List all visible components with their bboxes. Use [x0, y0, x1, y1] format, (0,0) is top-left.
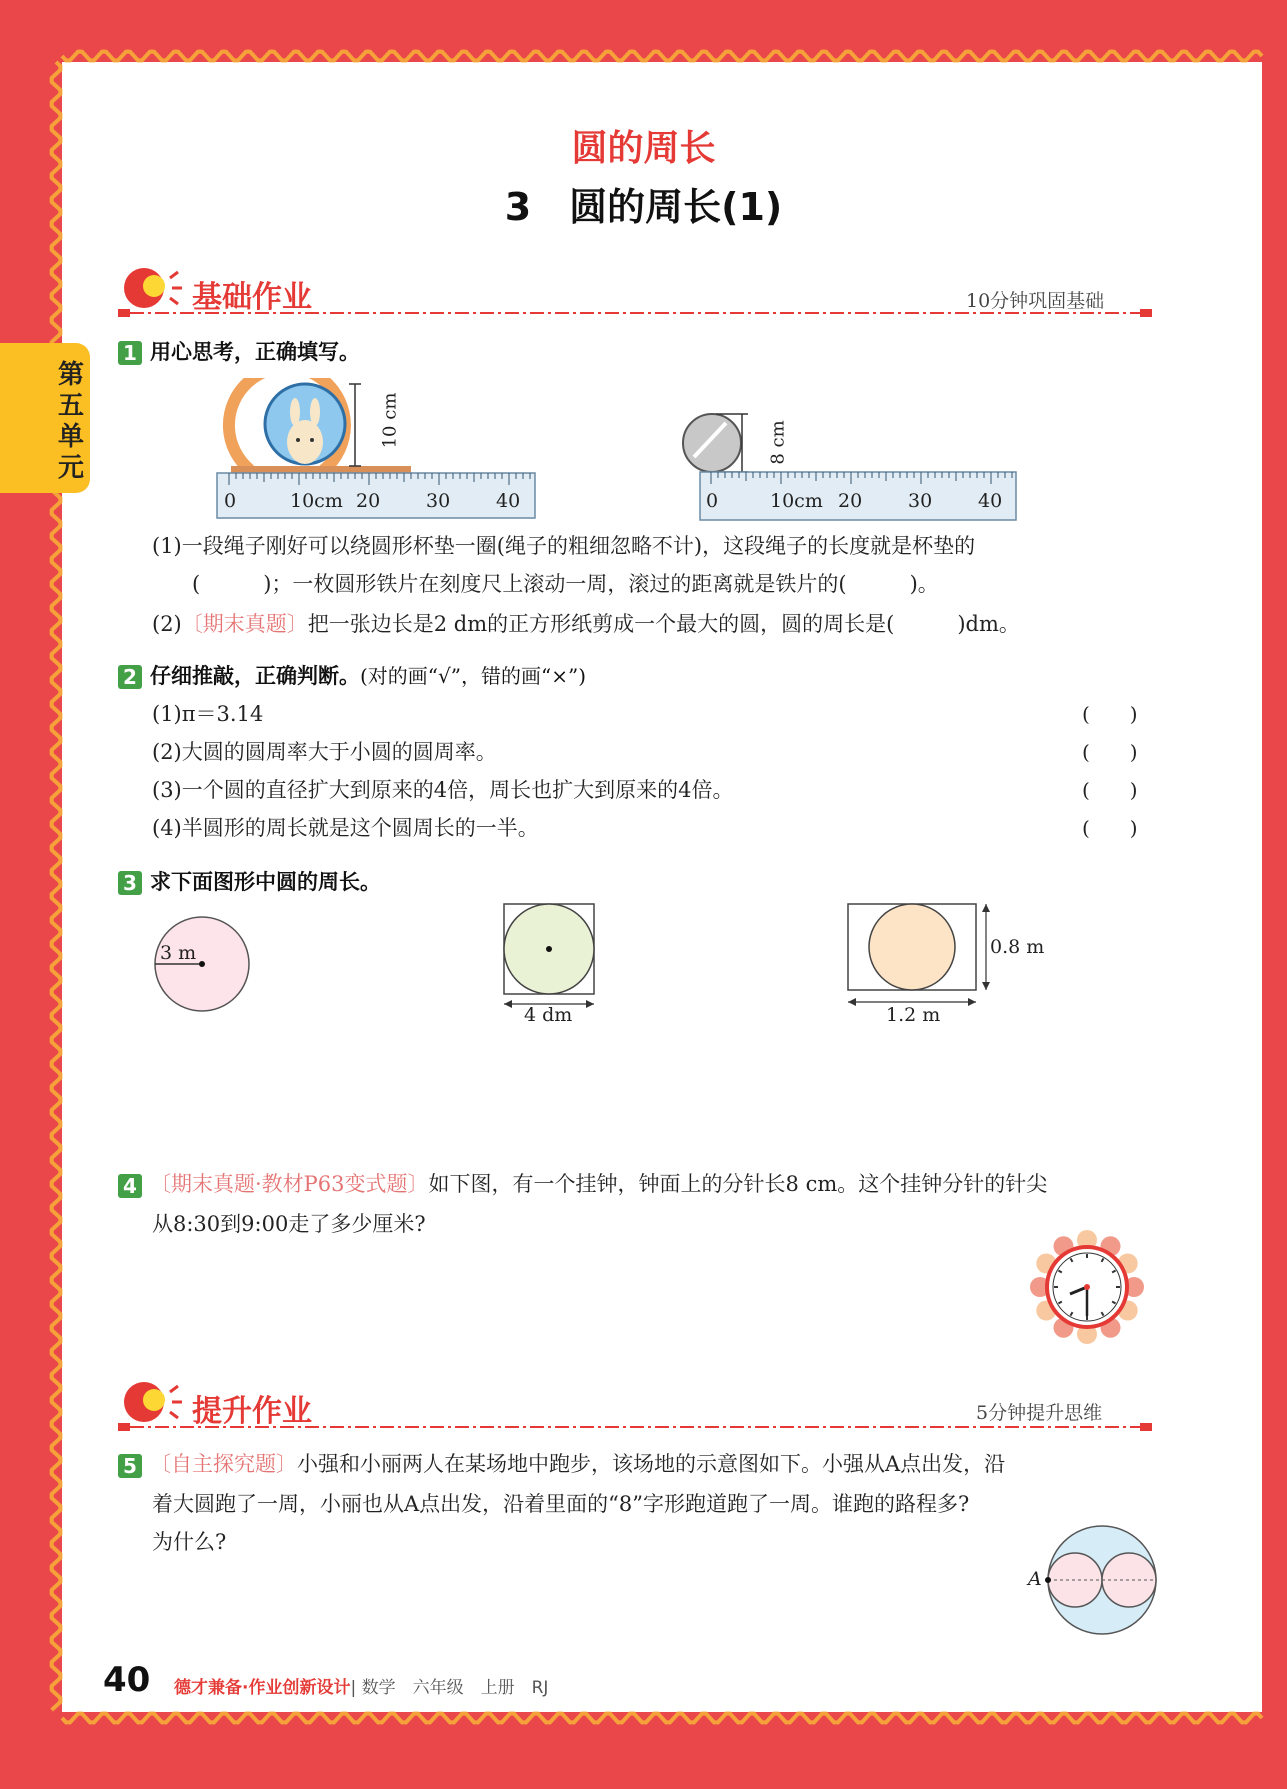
q1-right-tick-10: 10cm: [770, 490, 823, 512]
q1-right-tick-20: 20: [838, 490, 863, 512]
q5-point-a-label: A: [1028, 1568, 1042, 1590]
q1-part2-tag: 〔期末真题〕: [181, 612, 308, 636]
q5-number-badge: 5: [118, 1454, 142, 1478]
q2-answer-3[interactable]: ( ): [1082, 778, 1138, 802]
q1-part1-line2: ( )；一枚圆形铁片在刻度尺上滚动一周，滚过的距离就是铁片的( )。: [192, 572, 939, 596]
section-advanced-divider: [118, 1422, 1158, 1434]
q5-line1: [118, 1448, 1005, 1478]
q2-heading: [118, 660, 586, 690]
footer-brand: 德才兼备·作业创新设计: [174, 1678, 351, 1698]
q1-right-dim-label: 8 cm: [767, 420, 789, 465]
section-advanced-note: 5分钟提升思维: [976, 1402, 1103, 1424]
q2-heading-text: 仔细推敲，正确判断。: [150, 664, 360, 688]
q3-circle-radius-figure: [150, 912, 254, 1016]
q2-heading-note: (对的画“√”，错的画“×”): [360, 664, 587, 688]
q3-rect-height-label: 0.8 m: [990, 936, 1045, 958]
q1-left-tick-40: 40: [496, 490, 521, 512]
q1-left-tick-10: 10cm: [290, 490, 343, 512]
q4-number-badge: 4: [118, 1174, 142, 1198]
q1-right-tick-30: 30: [908, 490, 933, 512]
q4-line1: [118, 1168, 1047, 1198]
q1-left-tick-20: 20: [356, 490, 381, 512]
q1-number-badge: 1: [118, 341, 142, 365]
q1-left-tick-0: 0: [224, 490, 237, 512]
q1-heading: [118, 336, 360, 366]
q5-track-figure: [1042, 1524, 1162, 1636]
q4-tag: 〔期末真题·教材P63变式题〕: [150, 1172, 429, 1196]
q3-rectangle-circle-figure: [846, 900, 996, 1014]
q3-number-badge: 3: [118, 871, 142, 895]
q1-right-tick-40: 40: [978, 490, 1003, 512]
footer-info: [174, 1673, 548, 1698]
q1-part2-prefix: (2): [152, 612, 182, 636]
q2-answer-1[interactable]: ( ): [1082, 702, 1138, 726]
q2-item-1: (1)π＝3.14: [152, 702, 264, 726]
q1-right-tick-0: 0: [706, 490, 719, 512]
section-basic-title: 基础作业: [192, 280, 312, 315]
q4-text-line1: 如下图，有一个挂钟，钟面上的分针长8 cm。这个挂钟分针的针尖: [428, 1172, 1048, 1196]
q2-item-3: (3)一个圆的直径扩大到原来的4倍，周长也扩大到原来的4倍。: [152, 778, 734, 802]
q3-square-circle-figure: [500, 900, 600, 1020]
q5-line2: 着大圆跑了一周，小丽也从A点出发，沿着里面的“8”字形跑道跑了一周。谁跑的路程多?: [152, 1492, 970, 1516]
q3-heading: [118, 866, 381, 896]
section-basic-note: 10分钟巩固基础: [966, 290, 1105, 312]
q1-part2-text: 把一张边长是2 dm的正方形纸剪成一个最大的圆，圆的周长是( )dm。: [307, 612, 1020, 636]
q3-radius-label: 3 m: [160, 942, 197, 964]
q1-part1-line1: (1)一段绳子刚好可以绕圆形杯垫一圈(绳子的粗细忽略不计)，这段绳子的长度就是杯垫的: [152, 534, 976, 558]
q2-number-badge: 2: [118, 665, 142, 689]
q2-answer-4[interactable]: ( ): [1082, 816, 1138, 840]
section-advanced-title: 提升作业: [192, 1394, 312, 1429]
q2-answer-2[interactable]: ( ): [1082, 740, 1138, 764]
chapter-title: 圆的周长: [571, 128, 716, 169]
page-number: 40: [103, 1660, 151, 1700]
q4-line2: 从8:30到9:00走了多少厘米?: [152, 1212, 426, 1236]
q1-left-dim-label: 10 cm: [379, 392, 401, 449]
q1-part2: [152, 608, 1020, 638]
q5-text-line1: 小强和小丽两人在某场地中跑步，该场地的示意图如下。小强从A点出发，沿: [297, 1452, 1006, 1476]
q3-square-side-label: 4 dm: [524, 1004, 573, 1026]
q1-heading-text: 用心思考，正确填写。: [150, 340, 360, 364]
footer-book-info: | 数学 六年级 上册 RJ: [350, 1678, 549, 1698]
q5-line3: 为什么?: [152, 1530, 227, 1554]
section-basic-divider: [118, 308, 1158, 320]
unit-side-tab-label: 第五单元: [57, 360, 84, 483]
q3-heading-text: 求下面图形中圆的周长。: [150, 870, 381, 894]
q3-rect-width-label: 1.2 m: [886, 1004, 941, 1026]
lesson-title: 3 圆的周长(1): [504, 185, 783, 229]
q1-left-tick-30: 30: [426, 490, 451, 512]
q2-item-2: (2)大圆的圆周率大于小圆的圆周率。: [152, 740, 497, 764]
q5-tag: 〔自主探究题〕: [150, 1452, 297, 1476]
clock-icon: [1030, 1230, 1144, 1344]
q2-item-4: (4)半圆形的周长就是这个圆周长的一半。: [152, 816, 539, 840]
